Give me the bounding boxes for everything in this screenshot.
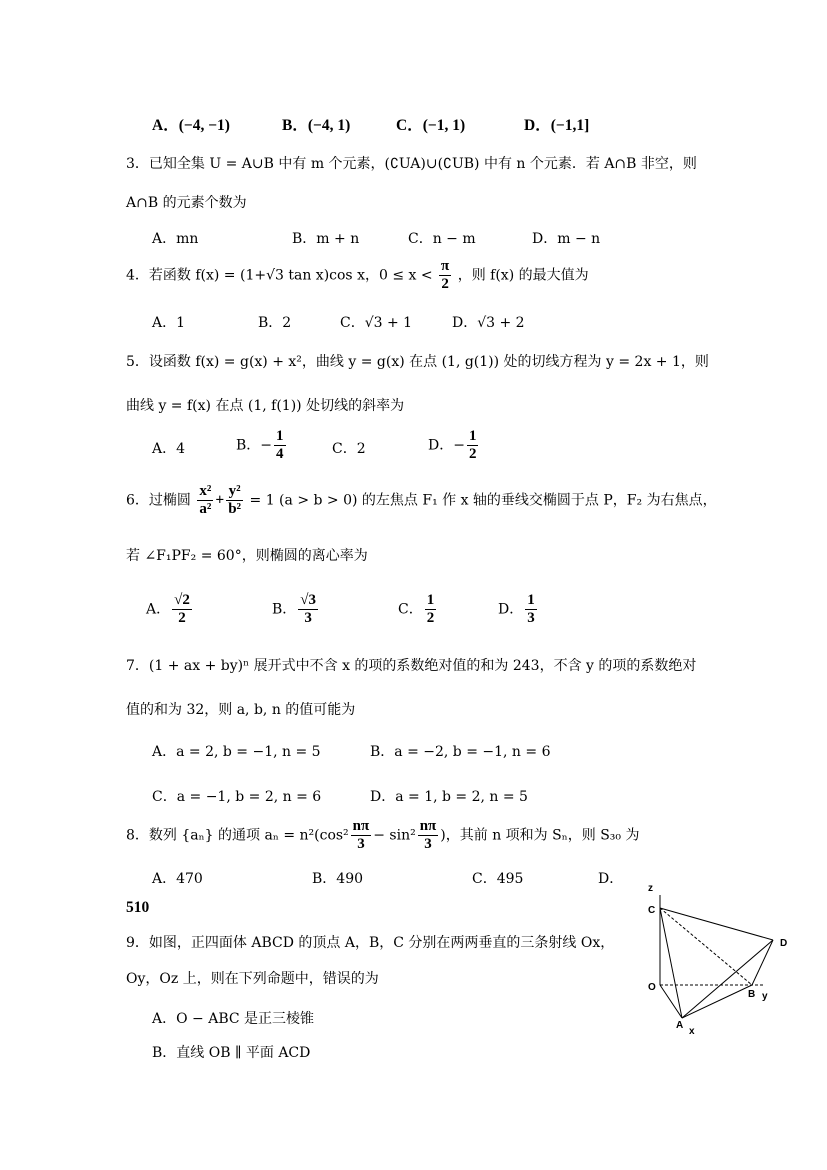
q3-text-line2: A∩B 的元素个数为 bbox=[126, 195, 247, 211]
q7-option-d: D．a = 1, b = 2, n = 5 bbox=[370, 789, 528, 805]
q6-text-line2: 若 ∠F₁PF₂ = 60°，则椭圆的离心率为 bbox=[126, 548, 368, 564]
q8-option-b: B．490 bbox=[312, 871, 364, 887]
q8-option-c: C．495 bbox=[472, 871, 524, 887]
q6-text-line1: 6．过椭圆 $\frac{\text{x²}}{\text{a²}}$ + $\frac{\text{y²}}{\text{b²}}$ = 1 (a > b > 0) 的左焦点 F₁ 作 x 轴的垂线交椭圆于点 P，F₂ 为右焦点， bbox=[126, 483, 717, 517]
q7-option-b: B．a = −2, b = −1, n = 6 bbox=[370, 744, 551, 760]
q2-option-a: A．(−4, −1) bbox=[152, 117, 230, 134]
edge-ab bbox=[682, 985, 752, 1018]
label-d: D bbox=[780, 938, 788, 949]
q3-option-b: B．m + n bbox=[292, 231, 360, 247]
q8-option-a: A．470 bbox=[152, 871, 203, 887]
label-x: x bbox=[689, 1026, 695, 1037]
q2-option-d: D．(−1,1] bbox=[524, 117, 590, 134]
edge-cb bbox=[660, 908, 752, 985]
q6-option-b: B． $\frac{√3}{3}$ bbox=[272, 592, 317, 626]
q4-option-c: C．√3 + 1 bbox=[340, 315, 413, 331]
label-z: z bbox=[648, 883, 653, 894]
q4-option-d: D．√3 + 2 bbox=[452, 315, 525, 331]
q7-option-a: A．a = 2, b = −1, n = 5 bbox=[152, 744, 321, 760]
q3-text-line1: 3．已知全集 U = A∪B 中有 m 个元素，(∁UA)∪(∁UB) 中有 n 个元素．若 A∩B 非空，则 bbox=[126, 156, 697, 172]
q3-option-c: C．n − m bbox=[408, 231, 476, 247]
q4-text-pre: 4．若函数 f(x) = (1+√3 tan x)cos x，0 ≤ x < bbox=[126, 267, 433, 284]
q3-option-a: A．mn bbox=[152, 231, 199, 247]
q4-option-a: A．1 bbox=[152, 315, 186, 331]
q4-fraction: $\frac{\pi}{2}$ bbox=[441, 258, 450, 292]
q2-option-b: B．(−4, 1) bbox=[282, 117, 351, 134]
q4-text-post: ，则 f(x) 的最大值为 bbox=[457, 267, 589, 284]
q4-option-b: B．2 bbox=[258, 315, 292, 331]
q7-text-line2: 值的和为 32，则 a, b, n 的值可能为 bbox=[126, 702, 356, 718]
edge-bd bbox=[752, 940, 773, 985]
q9-text-line1: 9．如图，正四面体 ABCD 的顶点 A，B，C 分别在两两垂直的三条射线 Ox， bbox=[126, 935, 615, 951]
q3-option-d: D．m − n bbox=[532, 231, 601, 247]
label-c: C bbox=[648, 905, 656, 916]
q6-option-d: D． $\frac{1}{3}$ bbox=[498, 592, 535, 626]
q6-option-a: A． $\frac{√2}{2}$ bbox=[146, 592, 190, 626]
label-b: B bbox=[748, 989, 756, 1000]
q9-text-line2: Oy，Oz 上，则在下列命题中，错误的为 bbox=[126, 971, 379, 987]
q5-option-b: B．− $\frac{1}{4}$ bbox=[236, 428, 284, 462]
q5-option-a: A．4 bbox=[152, 441, 186, 457]
edge-cd bbox=[660, 908, 773, 940]
q9-option-b: B．直线 OB ∥ 平面 ACD bbox=[152, 1045, 311, 1061]
edge-ad bbox=[682, 940, 773, 1018]
q2-option-c: C．(−1, 1) bbox=[396, 117, 466, 134]
q8-option-d-value: 510 bbox=[126, 899, 150, 916]
label-y: y bbox=[762, 991, 768, 1002]
q6-frac-y: $\frac{\text{y²}}{\text{b²}}$ bbox=[228, 483, 242, 517]
q9-option-a: A．O − ABC 是正三棱锥 bbox=[152, 1011, 315, 1027]
label-o: O bbox=[648, 982, 656, 993]
q6-option-c: C． $\frac{1}{2}$ bbox=[398, 592, 435, 626]
q5-text-line2: 曲线 y = f(x) 在点 (1, f(1)) 处切线的斜率为 bbox=[126, 398, 405, 414]
label-a: A bbox=[676, 1020, 684, 1031]
q5-option-d: D．− $\frac{1}{2}$ bbox=[428, 428, 477, 462]
q8-text: 8．数列 {aₙ} 的通项 aₙ = n²(cos² $\frac{n\pi}{3}$ − sin² $\frac{n\pi}{3}$ )，其前 n 项和为 Sₙ，则 S₃₀ 为 bbox=[126, 818, 640, 852]
q8-option-d: D． bbox=[598, 871, 624, 887]
q7-option-c: C．a = −1, b = 2, n = 6 bbox=[152, 789, 322, 805]
q7-text-line1: 7．(1 + ax + by)ⁿ 展开式中不含 x 的项的系数绝对值的和为 243，不含 y 的项的系数绝对 bbox=[126, 658, 697, 674]
q5-text-line1: 5．设函数 f(x) = g(x) + x²，曲线 y = g(x) 在点 (1, g(1)) 处的切线方程为 y = 2x + 1，则 bbox=[126, 354, 709, 370]
q5-option-c: C．2 bbox=[332, 441, 366, 457]
q6-frac-x: $\frac{\text{x²}}{\text{a²}}$ bbox=[199, 483, 212, 517]
